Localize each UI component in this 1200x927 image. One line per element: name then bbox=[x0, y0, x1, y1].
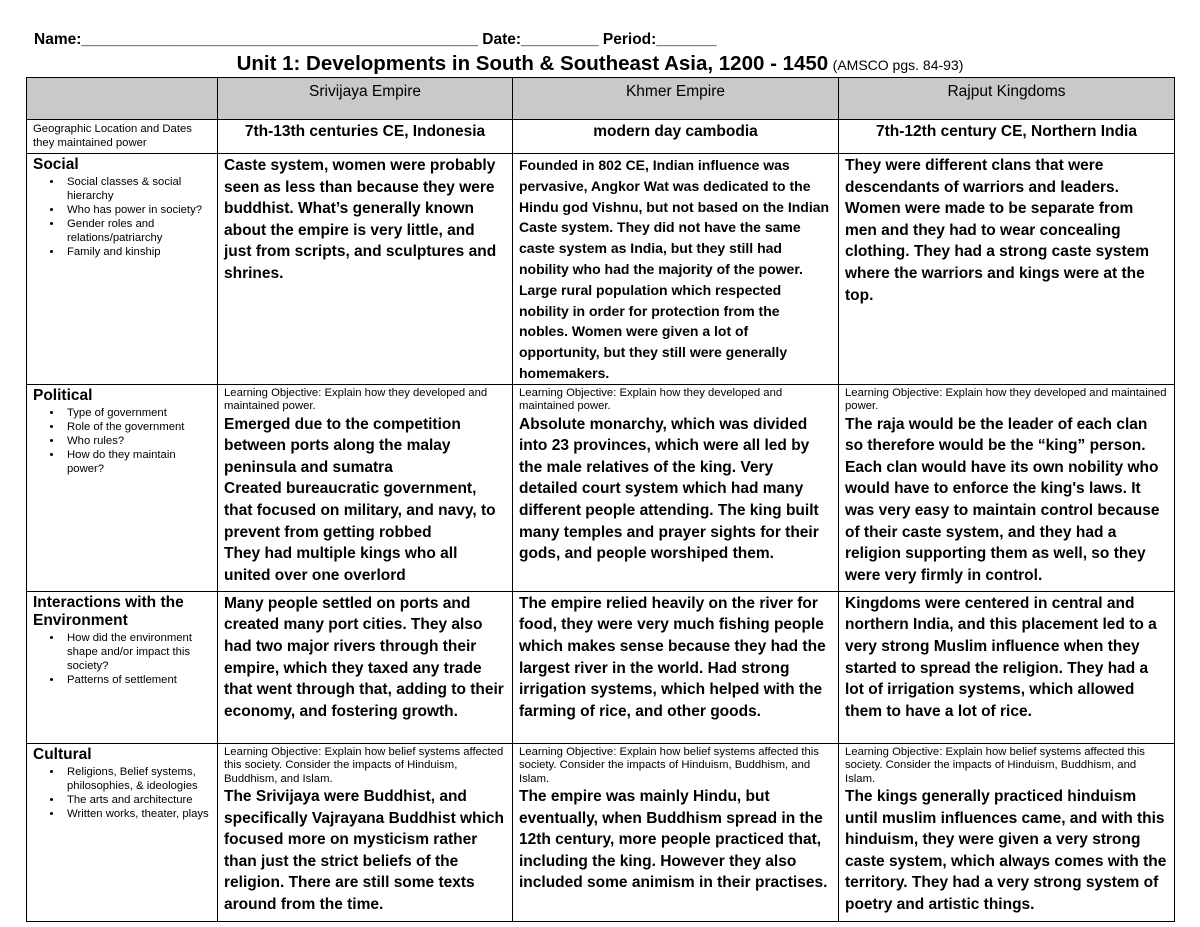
social-bullet: • Social classes & social hierarchy bbox=[63, 175, 211, 203]
cultural-paragraph: The Srivijaya were Buddhist, and specifically Vajrayana Buddhist which focused more on mysticism rather than just the strict beliefs of the religion. There are still some texts around from the time. bbox=[224, 787, 504, 913]
cultural-paragraph: The kings generally practiced hinduism until muslim influences came, and with this hinduism, they were given a very strong caste system, which always comes with the territory. They had a very strong system of poetry and artistic things. bbox=[845, 787, 1167, 913]
period-label: Period: bbox=[602, 31, 657, 48]
political-row bbox=[27, 384, 1175, 591]
cultural-bullet: • The arts and architecture bbox=[63, 793, 211, 807]
cultural-bullet: • Written works, theater, plays bbox=[63, 807, 211, 821]
political-bullet: • Role of the government bbox=[63, 420, 211, 434]
environment-cell-khmer: The empire relied heavily on the river for food, they were very much fishing people which makes sense because they had the largest river in the world. Had strong irrigation systems, which helped with the farming of rice, and other goods. bbox=[513, 591, 839, 743]
cultural-cell-rajput bbox=[839, 743, 1175, 921]
learning-objective: Learning Objective: Explain how they developed and maintained power. bbox=[224, 386, 488, 413]
column-header-rajput: Rajput Kingdoms bbox=[839, 78, 1175, 120]
social-cell-khmer: Founded in 802 CE, Indian influence was pervasive, Angkor Wat was dedicated to the Hindu god Vishnu, but not based on the Indian Caste system. They did not have the same caste system as India, but they still had nobility who had the majority of the power. Large rural population which respected nobility in order for protection from the nobles. Women were given a lot of opportunity, but they still were generally homemakers. bbox=[513, 154, 839, 385]
political-row-header bbox=[27, 384, 218, 591]
political-cell-khmer bbox=[513, 384, 839, 591]
page-title bbox=[0, 52, 1200, 76]
political-bullet: • Type of government bbox=[63, 406, 211, 420]
environment-bullet: • How did the environment shape and/or impact this society? bbox=[63, 631, 211, 673]
name-label: Name: bbox=[34, 31, 82, 48]
geo-row bbox=[27, 120, 1175, 154]
political-title: Political bbox=[33, 386, 93, 404]
social-title: Social bbox=[33, 156, 79, 173]
geo-cell-srivijaya: 7th-13th centuries CE, Indonesia bbox=[218, 120, 513, 154]
political-cell-rajput bbox=[839, 384, 1175, 591]
cultural-row-header bbox=[27, 743, 218, 921]
title-source: (AMSCO pgs. 84-93) bbox=[832, 57, 964, 73]
social-bullet: • Gender roles and relations/patriarchy bbox=[63, 217, 211, 245]
corner-cell bbox=[27, 78, 218, 120]
name-blank: ______________________________________________ bbox=[81, 31, 478, 48]
social-row-header bbox=[27, 154, 218, 385]
geo-cell-khmer: modern day cambodia bbox=[513, 120, 839, 154]
political-paragraph: Absolute monarchy, which was divided into 23 provinces, which were all led by the male relatives of the king. Very detailed court system which had many different people attending. The king built many temples and prayer sights for their gods, and people worshiped them. bbox=[519, 415, 819, 563]
social-bullets bbox=[33, 175, 211, 259]
cultural-bullet: • Religions, Belief systems, philosophies, & ideologies bbox=[63, 765, 211, 793]
title-main: Unit 1: Developments in South & Southeast Asia, 1200 - 1450 bbox=[236, 52, 829, 75]
social-row bbox=[27, 154, 1175, 385]
political-bullet: • Who rules? bbox=[63, 434, 211, 448]
environment-bullets bbox=[33, 631, 211, 687]
column-header-row bbox=[27, 78, 1175, 120]
learning-objective: Learning Objective: Explain how belief systems affected this society. Consider the impacts of Hinduism, Buddhism, and Islam. bbox=[845, 745, 1145, 785]
political-paragraph: Created bureaucratic government, that focused on military, and navy, to prevent from getting robbed bbox=[224, 480, 496, 541]
comparison-table bbox=[26, 77, 1175, 922]
learning-objective: Learning Objective: Explain how they developed and maintained power. bbox=[519, 386, 783, 413]
political-bullet: • How do they maintain power? bbox=[63, 448, 211, 476]
learning-objective: Learning Objective: Explain how belief systems affected this society. Consider the impacts of Hinduism, Buddhism, and Islam. bbox=[224, 745, 504, 785]
environment-title: Interactions with the Environment bbox=[33, 593, 184, 629]
environment-row-header bbox=[27, 591, 218, 743]
political-paragraph: Emerged due to the competition between ports along the malay peninsula and sumatra bbox=[224, 415, 461, 476]
learning-objective: Learning Objective: Explain how belief systems affected this society. Consider the impacts of Hinduism, Buddhism, and Islam. bbox=[519, 745, 819, 785]
social-bullet: • Family and kinship bbox=[63, 245, 211, 259]
political-bullets bbox=[33, 406, 211, 476]
cultural-bullets bbox=[33, 765, 211, 821]
student-info-line bbox=[34, 31, 717, 49]
column-header-srivijaya: Srivijaya Empire bbox=[218, 78, 513, 120]
environment-row bbox=[27, 591, 1175, 743]
cultural-title: Cultural bbox=[33, 745, 92, 763]
social-cell-srivijaya: Caste system, women were probably seen as less than because they were buddhist. What’s generally known about the empire is very little, and just from scripts, and sculptures and shrines. bbox=[218, 154, 513, 385]
environment-cell-srivijaya: Many people settled on ports and created many port cities. They also had two major rivers through their empire, which they taxed any trade that went through that, adding to their economy, and fostering growth. bbox=[218, 591, 513, 743]
date-label: Date: bbox=[482, 31, 522, 48]
column-header-khmer: Khmer Empire bbox=[513, 78, 839, 120]
geo-row-label: Geographic Location and Dates they maintained power bbox=[27, 120, 218, 154]
geo-cell-rajput: 7th-12th century CE, Northern India bbox=[839, 120, 1175, 154]
period-blank: _______ bbox=[656, 31, 717, 48]
cultural-row bbox=[27, 743, 1175, 921]
social-cell-rajput: They were different clans that were descendants of warriors and leaders. Women were made to be separate from men and they had to wear concealing clothing. They had a strong caste system where the warriors and kings were at the top. bbox=[839, 154, 1175, 385]
cultural-paragraph: The empire was mainly Hindu, but eventually, when Buddhism spread in the 12th century, more people practiced that, including the king. However they also included some animism in their practises. bbox=[519, 787, 828, 892]
cultural-cell-khmer bbox=[513, 743, 839, 921]
political-paragraph: The raja would be the leader of each clan so therefore would be the “king” person. Each clan would have its own nobility who would have to enforce the king's laws. It was very easy to maintain control because of their caste system, and they had a religion supporting them as well, so they were very firmly in control. bbox=[845, 415, 1160, 584]
learning-objective: Learning Objective: Explain how they developed and maintained power. bbox=[845, 386, 1167, 413]
social-bullet: • Who has power in society? bbox=[63, 203, 211, 217]
date-blank: _________ bbox=[521, 31, 599, 48]
environment-bullet: • Patterns of settlement bbox=[63, 673, 211, 687]
political-cell-srivijaya bbox=[218, 384, 513, 591]
political-paragraph: They had multiple kings who all united over one overlord bbox=[224, 545, 458, 584]
environment-cell-rajput: Kingdoms were centered in central and northern India, and this placement led to a very strong Muslim influence when they started to spread the religion. They had a lot of irrigation systems, which allowed them to have a lot of rice. bbox=[839, 591, 1175, 743]
cultural-cell-srivijaya bbox=[218, 743, 513, 921]
